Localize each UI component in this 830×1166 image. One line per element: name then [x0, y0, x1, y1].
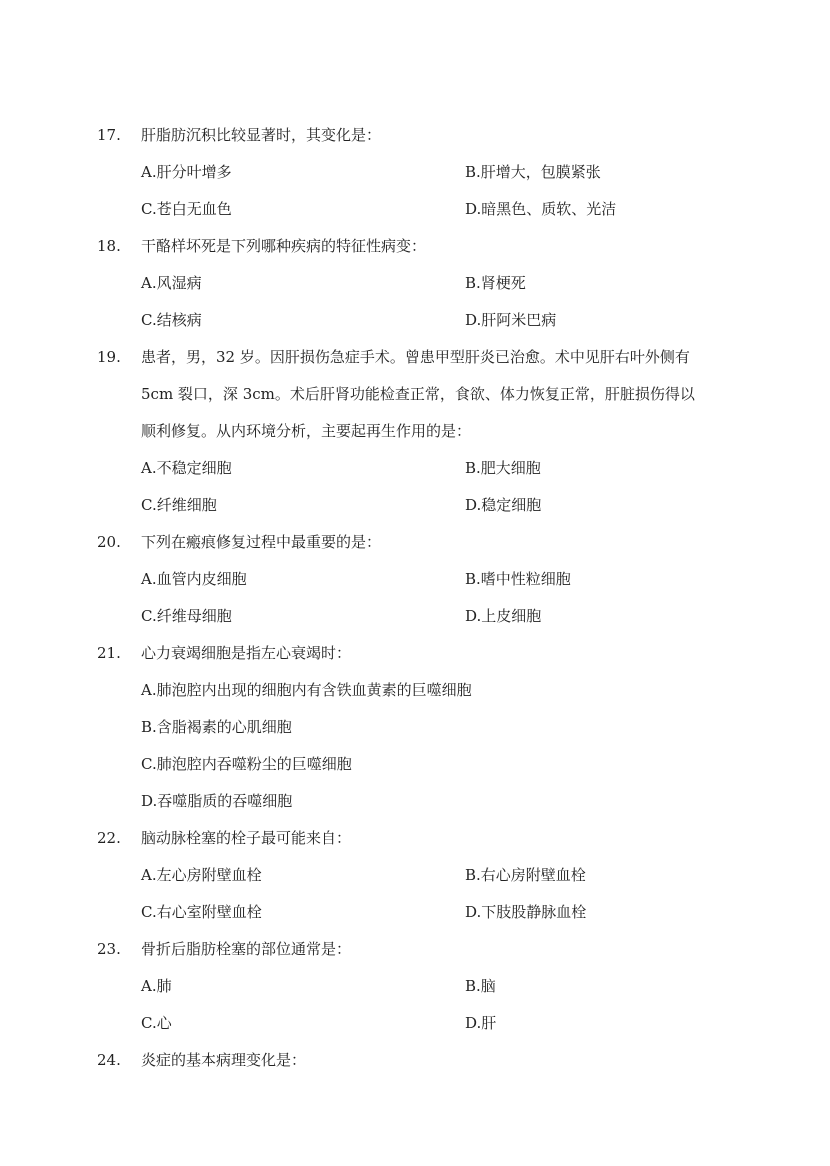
option-row	[0, 672, 830, 709]
option-B: B.右心房附壁血栓	[465, 866, 586, 884]
option-C: C.心	[141, 1014, 172, 1032]
question-stem-text: 5cm 裂口，深 3cm。术后肝肾功能检查正常，食欲、体力恢复正常，肝脏损伤得以	[141, 385, 695, 403]
option-D: D.上皮细胞	[465, 607, 542, 625]
question-stem-line	[0, 117, 830, 154]
question-number: 23.	[97, 940, 121, 958]
option-C: C.肺泡腔内吞噬粉尘的巨噬细胞	[141, 755, 352, 773]
question-stem-text: 干酪样坏死是下列哪种疾病的特征性病变：	[141, 237, 427, 255]
option-B: B.脑	[465, 977, 496, 995]
option-C: C.结核病	[141, 311, 202, 329]
question-20	[0, 524, 830, 635]
option-row	[0, 1005, 830, 1042]
option-B: B.含脂褐素的心肌细胞	[141, 718, 292, 736]
option-A: A.肺	[141, 977, 172, 995]
question-stem-text: 心力衰竭细胞是指左心衰竭时：	[141, 644, 352, 662]
option-row	[0, 894, 830, 931]
question-24	[0, 1042, 830, 1079]
question-number: 19.	[97, 348, 121, 366]
option-D: D.肝阿米巴病	[465, 311, 557, 329]
question-stem-line	[0, 820, 830, 857]
question-22	[0, 820, 830, 931]
option-B: B.肾梗死	[465, 274, 526, 292]
question-number: 17.	[97, 126, 121, 144]
option-C: C.苍白无血色	[141, 200, 232, 218]
option-row	[0, 968, 830, 1005]
question-stem-text: 肝脂肪沉积比较显著时，其变化是：	[141, 126, 382, 144]
option-row	[0, 598, 830, 635]
question-stem-text: 下列在瘢痕修复过程中最重要的是：	[141, 533, 382, 551]
question-18	[0, 228, 830, 339]
question-stem-text: 患者，男，32 岁。因肝损伤急症手术。曾患甲型肝炎已治愈。术中见肝右叶外侧有	[141, 348, 690, 366]
option-A: A.风湿病	[141, 274, 202, 292]
exam-page	[0, 117, 830, 1079]
question-number: 24.	[97, 1051, 121, 1069]
option-D: D.吞噬脂质的吞噬细胞	[141, 792, 293, 810]
option-row	[0, 487, 830, 524]
option-A: A.不稳定细胞	[141, 459, 232, 477]
option-row	[0, 746, 830, 783]
question-19	[0, 339, 830, 524]
option-D: D.暗黑色、质软、光洁	[465, 200, 617, 218]
question-stem-line	[0, 376, 830, 413]
option-row	[0, 154, 830, 191]
option-row	[0, 191, 830, 228]
option-row	[0, 709, 830, 746]
question-stem-line	[0, 228, 830, 265]
question-17	[0, 117, 830, 228]
option-A: A.肺泡腔内出现的细胞内有含铁血黄素的巨噬细胞	[141, 681, 472, 699]
question-stem-text: 炎症的基本病理变化是：	[141, 1051, 307, 1069]
option-D: D.稳定细胞	[465, 496, 542, 514]
option-C: C.右心室附壁血栓	[141, 903, 262, 921]
option-A: A.血管内皮细胞	[141, 570, 247, 588]
question-stem-line	[0, 931, 830, 968]
question-stem-line	[0, 339, 830, 376]
option-row	[0, 783, 830, 820]
question-stem-line	[0, 413, 830, 450]
question-stem-text: 顺利修复。从内环境分析，主要起再生作用的是：	[141, 422, 472, 440]
question-stem-line	[0, 524, 830, 561]
question-number: 22.	[97, 829, 121, 847]
option-D: D.下肢股静脉血栓	[465, 903, 587, 921]
option-row	[0, 450, 830, 487]
question-stem-text: 脑动脉栓塞的栓子最可能来自：	[141, 829, 352, 847]
option-C: C.纤维细胞	[141, 496, 217, 514]
question-stem-line	[0, 1042, 830, 1079]
option-row	[0, 561, 830, 598]
option-B: B.嗜中性粒细胞	[465, 570, 571, 588]
option-D: D.肝	[465, 1014, 497, 1032]
question-number: 20.	[97, 533, 121, 551]
question-stem-line	[0, 635, 830, 672]
question-number: 21.	[97, 644, 121, 662]
question-23	[0, 931, 830, 1042]
option-A: A.左心房附壁血栓	[141, 866, 262, 884]
option-row	[0, 302, 830, 339]
option-row	[0, 265, 830, 302]
option-B: B.肝增大，包膜紧张	[465, 163, 601, 181]
question-stem-text: 骨折后脂肪栓塞的部位通常是：	[141, 940, 352, 958]
option-row	[0, 857, 830, 894]
question-number: 18.	[97, 237, 121, 255]
question-21	[0, 635, 830, 820]
option-A: A.肝分叶增多	[141, 163, 232, 181]
option-C: C.纤维母细胞	[141, 607, 232, 625]
option-B: B.肥大细胞	[465, 459, 541, 477]
